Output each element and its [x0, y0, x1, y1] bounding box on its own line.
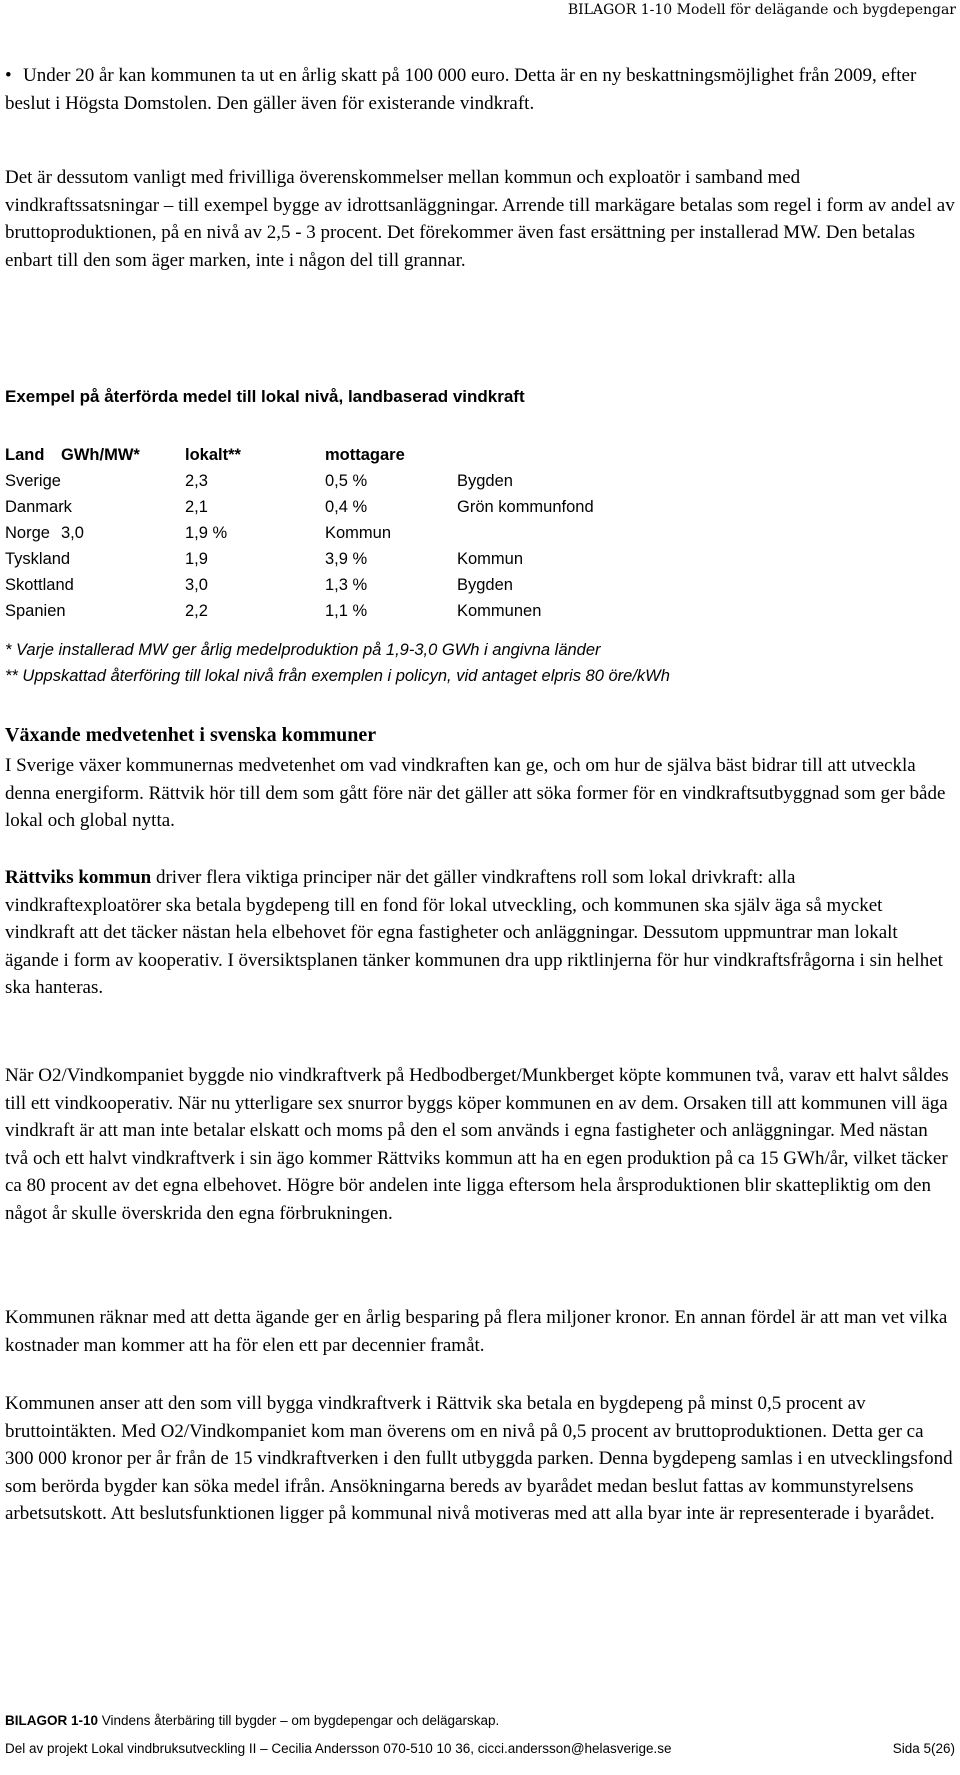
cell-lokalt: 0,4 % — [325, 498, 368, 516]
paragraph-bygdepeng: Kommunen anser att den som vill bygga vindkraftverk i Rättvik ska betala en bygdepeng på minst 0,5 procent av bruttointäkten. Med O2/Vindkompaniet kom man överens om en nivå på 0,5 procent av bruttoproduktionen. Detta ger ca 300 000 kronor per år från de 15 vindkraftverken i den fullt utbyggda parken. Denna bygdepeng samlas i en utvecklingsfond som berörda bygder kan söka medel ifrån. Ansökningarna bereds av byarådet medan beslut fattas av kommunstyrelsens arbetsutskott. Att beslutsfunktionen ligger på kommunal nivå motiveras med att alla byar inte är representerade i byarådet. — [5, 1393, 953, 1524]
cell-land: Spanien — [5, 602, 66, 620]
cell-lokalt: 0,5 % — [325, 472, 368, 490]
bullet-text: Under 20 år kan kommunen ta ut en årlig skatt på 100 000 euro. Detta är en ny beskattningsmöjlighet från 2009, efter beslut i Högsta Domstolen. Den gäller även för existerande vindkraft. — [5, 65, 917, 114]
header-label: BILAGOR 1-10 — [567, 2, 673, 18]
header-lokalt: lokalt** — [185, 446, 241, 464]
header-land: Land — [5, 446, 45, 464]
page-number: Sida 5(26) — [892, 1741, 955, 1756]
cell-mottagare: Kommun — [457, 550, 524, 568]
cell-gwh: 3,0 — [185, 576, 208, 594]
paragraph-o2: När O2/Vindkompaniet byggde nio vindkraftverk på Hedbodberget/Munkberget köpte kommunen två, varav ett halvt såldes till ett vindkooperativ. När nu ytterligare sex snurror byggs köper kommunen en av dem. Orsaken till att kommunen vill äga vindkraft är att man inte betalar elskatt och moms på den el som används i egna fastigheter och anläggningar. Med nästan två och ett halvt vindkraftverk i sin ägo kommer Rättviks kommun att ha en egen produktion på ca 15 GWh/år, vilket täcker ca 80 procent av det egna elbehovet. Högre bör andelen inte ligga eftersom hela årsproduktionen blir skattepliktig om den något år skulle överskrida den egna förbrukningen. — [5, 1065, 949, 1224]
cell-land: Danmark — [5, 498, 72, 516]
cell-gwh: 2,1 — [185, 498, 208, 516]
footer-line-2 — [5, 1741, 955, 1756]
cell-land: Skottland — [5, 576, 74, 594]
table-title: Exempel på återförda medel till lokal nivå, landbaserad vindkraft — [5, 387, 525, 406]
rattvik-bold: Rättviks kommun — [5, 867, 152, 888]
table-footnote-2: ** Uppskattad återföring till lokal nivå från exemplen i policyn, vid antaget elpris 80 öre/kWh — [5, 667, 670, 685]
cell-mottagare: Kommun — [325, 524, 392, 542]
bullet-item — [5, 62, 955, 117]
cell-lokalt: 1,1 % — [325, 602, 368, 620]
paragraph-arrende: Det är dessutom vanligt med frivilliga överenskommelser mellan kommun och exploatör i samband med vindkraftssatsningar – till exempel bygge av idrottsanläggningar. Arrende till markägare betalas som regel i form av andel av bruttoproduktionen, på en nivå av 2,5 - 3 procent. Det förekommer även fast ersättning per installerad MW. Den betalas enbart till den som äger marken, inte i någon del till grannar. — [5, 167, 955, 271]
footer-subtitle: Vindens återbäring till bygder – om bygdepengar och delägarskap. — [98, 1713, 500, 1728]
footer-contact: Del av projekt Lokal vindbruksutveckling II – Cecilia Andersson 070-510 10 36, cicci.andersson@helasverige.se — [5, 1741, 672, 1756]
cell-lokalt: 1,9 % — [185, 524, 228, 542]
paragraph-rattvik — [5, 864, 955, 1002]
cell-gwh: 3,0 — [61, 524, 84, 542]
cell-mottagare: Kommunen — [457, 602, 542, 620]
bullet-dot-icon: • — [5, 65, 12, 86]
page-header — [568, 2, 956, 18]
cell-mottagare: Bygden — [457, 576, 513, 594]
section-heading: Växande medvetenhet i svenska kommuner — [5, 724, 377, 746]
cell-lokalt: 3,9 % — [325, 550, 368, 568]
cell-land: Sverige — [5, 472, 61, 490]
table-footnote-1: * Varje installerad MW ger årlig medelproduktion på 1,9-3,0 GWh i angivna länder — [5, 641, 601, 659]
cell-mottagare: Grön kommunfond — [457, 498, 594, 516]
cell-gwh: 1,9 — [185, 550, 208, 568]
footer-line-1 — [5, 1713, 955, 1728]
header-title: Modell för delägande och bygdepengar — [676, 2, 956, 18]
cell-land: Norge — [5, 524, 50, 542]
cell-land: Tyskland — [5, 550, 71, 568]
header-gwh: GWh/MW* — [61, 446, 140, 464]
header-mottagare: mottagare — [325, 446, 405, 464]
cell-mottagare: Bygden — [457, 472, 513, 490]
cell-lokalt: 1,3 % — [325, 576, 368, 594]
paragraph-savings: Kommunen räknar med att detta ägande ger en årlig besparing på flera miljoner kronor. En annan fördel är att man vet vilka kostnader man kommer att ha för elen ett par decennier framåt. — [5, 1307, 948, 1356]
paragraph-intro: I Sverige växer kommunernas medvetenhet om vad vindkraften kan ge, och om hur de själva bäst bidrar till att utveckla denna energiform. Rättvik hör till dem som gått före när det gäller att söka former för en vindkraftsutbyggnad som ger både lokal och global nytta. — [5, 755, 946, 831]
rattvik-text: driver flera viktiga principer när det gäller vindkraftens roll som lokal drivkraft: alla vindkraftexploatörer ska betala bygdepeng till en fond för lokal utveckling, och kommunen ska själv äga så mycket vindkraft att det täcker nästan hela elbehovet för egna fastigheter och anläggningar. Dessutom uppmuntrar man lokalt ägande i form av kooperativ. I översiktsplanen tänker kommunen dra upp riktlinjerna för hur vindkraftsfrågorna i sin helhet ska hanteras. — [5, 867, 943, 998]
cell-gwh: 2,3 — [185, 472, 208, 490]
cell-gwh: 2,2 — [185, 602, 208, 620]
footer-label: BILAGOR 1-10 — [5, 1713, 99, 1728]
